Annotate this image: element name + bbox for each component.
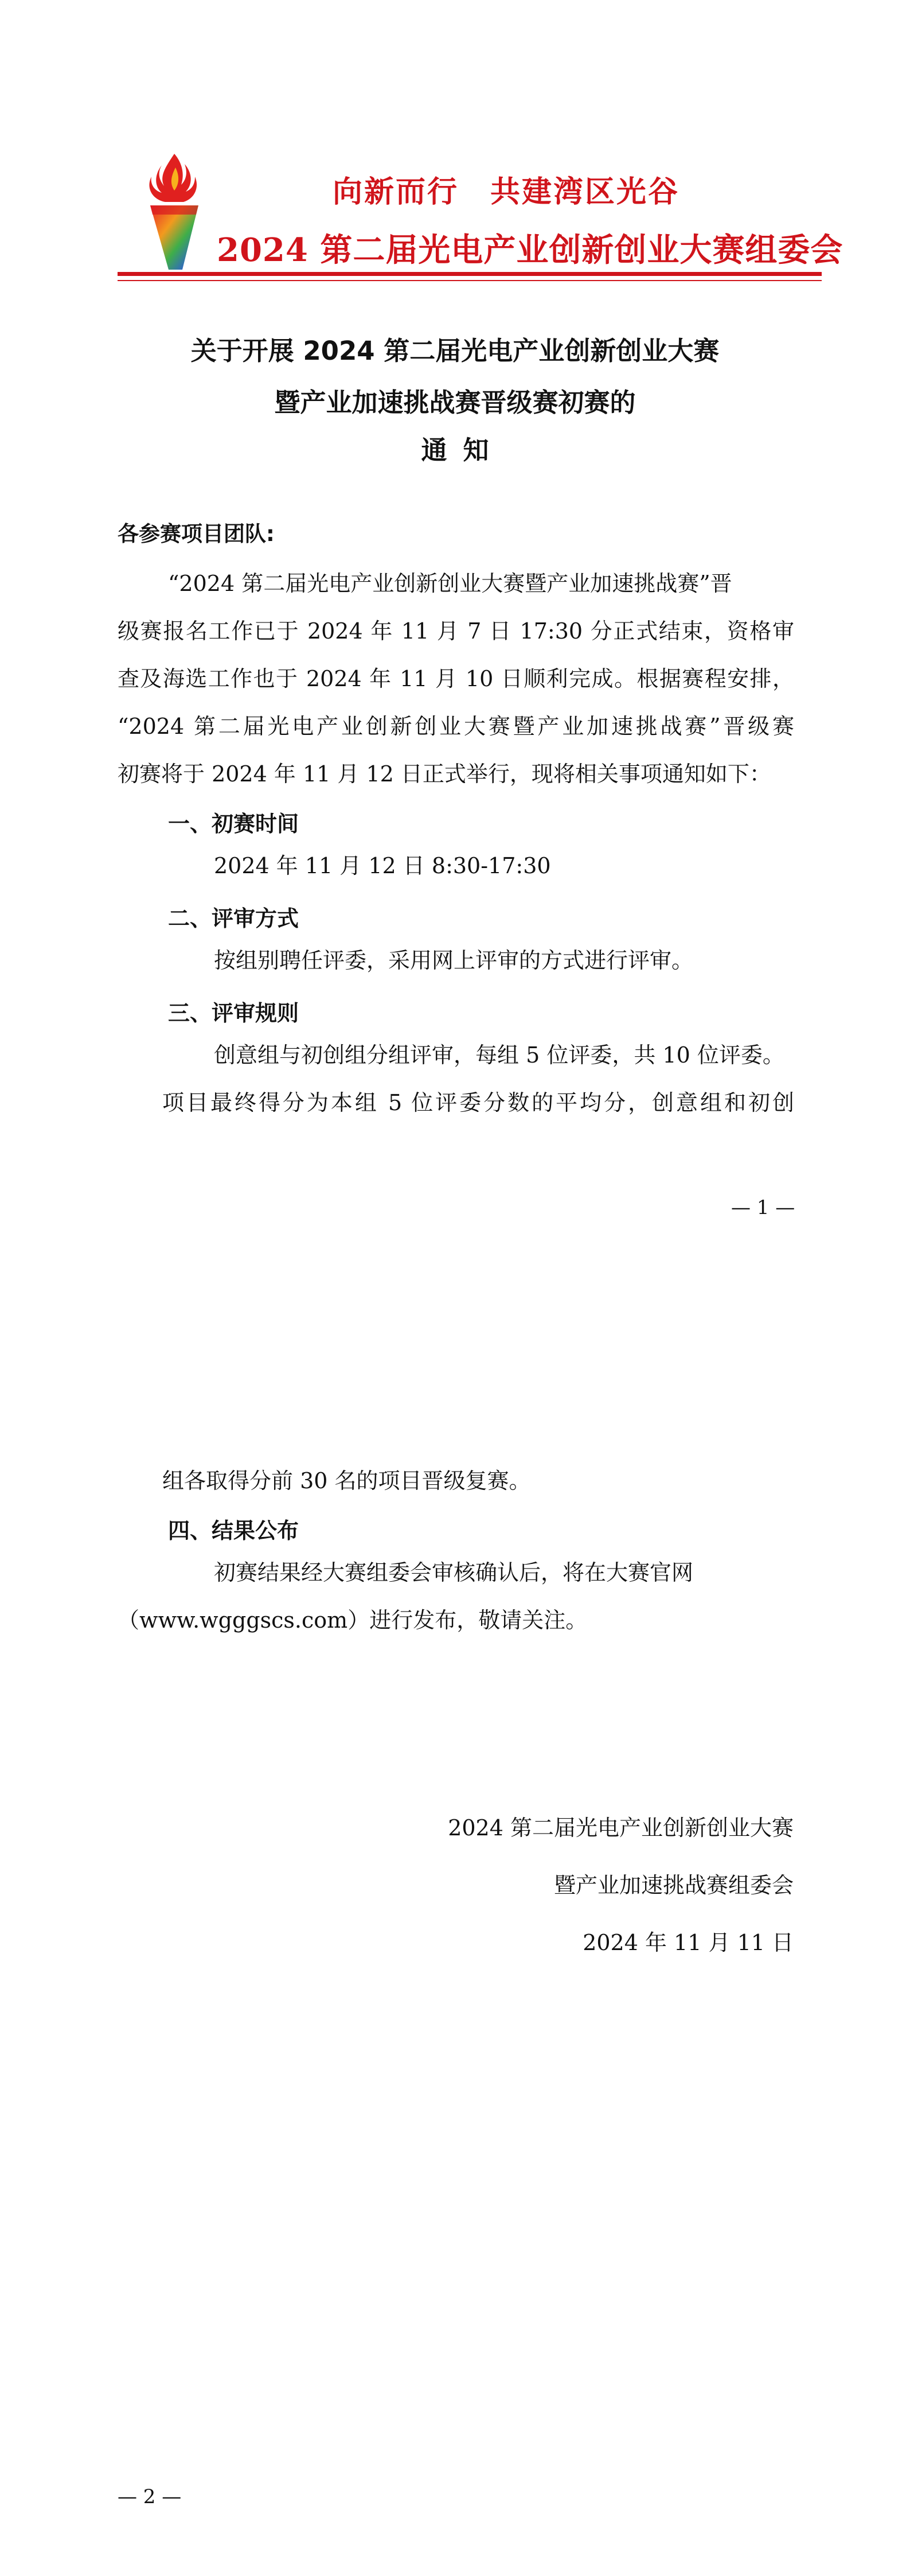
- section-heading-results: 四、结果公布: [168, 1518, 299, 1543]
- section-rules-line-2: 项目最终得分为本组 5 位评委分数的平均分，创意组和初创: [162, 1090, 794, 1115]
- section-results-line-2: （www.wgggscs.com）进行发布，敬请关注。: [118, 1608, 588, 1633]
- letterhead-rule-thick: [118, 272, 822, 276]
- section-rules-line-3: 组各取得分前 30 名的项目晋级复赛。: [162, 1468, 531, 1493]
- letterhead-slogan: 向新而行 共建湾区光谷: [333, 174, 680, 209]
- page-number-2: — 2 —: [118, 2485, 182, 2508]
- intro-line-2: 级赛报名工作已于 2024 年 11 月 7 日 17:30 分正式结束，资格审: [118, 618, 794, 644]
- section-body-schedule: 2024 年 11 月 12 日 8:30-17:30: [214, 853, 551, 878]
- document-title-line3: 通知: [421, 435, 505, 465]
- page-number-1: — 1 —: [731, 1196, 795, 1219]
- salutation: 各参赛项目团队:: [118, 522, 275, 546]
- letterhead-rule-thin: [118, 280, 822, 281]
- intro-line-1: “2024 第二届光电产业创新创业大赛暨产业加速挑战赛”晋: [168, 571, 732, 596]
- document-title-line2: 暨产业加速挑战赛晋级赛初赛的: [274, 387, 636, 418]
- intro-line-3: 查及海选工作也于 2024 年 11 月 10 日顺利完成。根据赛程安排，: [118, 666, 794, 691]
- intro-line-4: “2024 第二届光电产业创新创业大赛暨产业加速挑战赛”晋级赛: [118, 714, 794, 739]
- signature-organization-line2: 暨产业加速挑战赛组委会: [553, 1873, 794, 1898]
- section-heading-rules: 三、评审规则: [168, 1001, 299, 1026]
- section-heading-schedule: 一、初赛时间: [168, 811, 299, 836]
- letterhead-organization: 2024 第二届光电产业创新创业大赛组委会: [217, 231, 843, 269]
- signature-organization-line1: 2024 第二届光电产业创新创业大赛: [448, 1815, 794, 1840]
- signature-date: 2024 年 11 月 11 日: [583, 1930, 794, 1955]
- document-title-line1: 关于开展 2024 第二届光电产业创新创业大赛: [190, 336, 720, 366]
- torch-logo-icon: [142, 150, 206, 274]
- section-results-line-1: 初赛结果经大赛组委会审核确认后，将在大赛官网: [214, 1560, 694, 1585]
- section-heading-method: 二、评审方式: [168, 906, 299, 931]
- section-rules-line-1: 创意组与初创组分组评审，每组 5 位评委，共 10 位评委。: [214, 1042, 784, 1068]
- section-body-method: 按组别聘任评委，采用网上评审的方式进行评审。: [214, 948, 694, 973]
- intro-line-5: 初赛将于 2024 年 11 月 12 日正式举行，现将相关事项通知如下：: [118, 761, 771, 787]
